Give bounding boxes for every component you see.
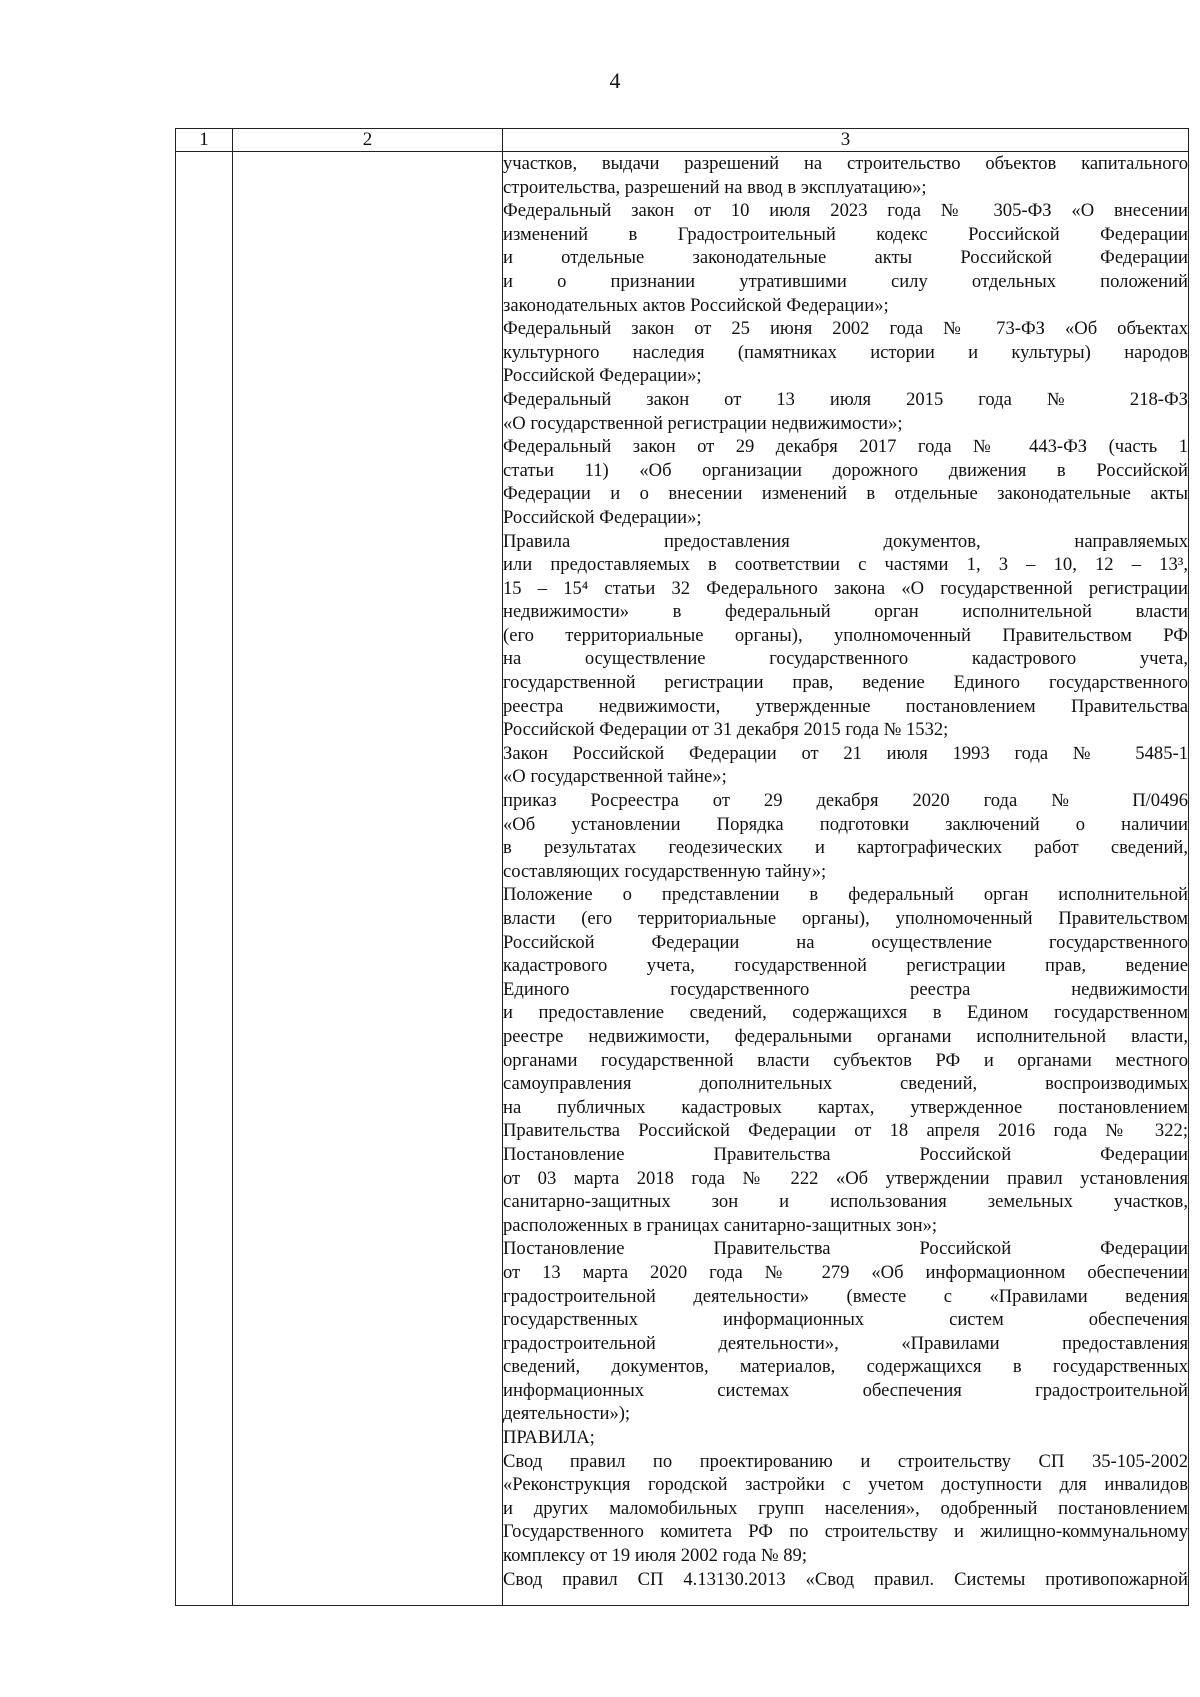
- text-line: Свод правил СП 4.13130.2013 «Свод правил. Системы противопожарной: [503, 1568, 1188, 1590]
- text-line: Правительства Российской Федерации от 18 апреля 2016 года № 322;: [503, 1120, 1188, 1142]
- column-3-cell: [503, 152, 1189, 1606]
- text-line: расположенных в границах санитарно-защитных зон»;: [503, 1214, 938, 1236]
- text-line: Российской Федерации от 31 декабря 2015 года № 1532;: [503, 719, 949, 741]
- text-line: Федерации и о внесении изменений в отдельные законодательные акты: [503, 483, 1188, 505]
- column-header-3: 3: [503, 129, 1189, 152]
- text-line: информационных системах обеспечения градостроительной: [503, 1379, 1188, 1401]
- text-line: Правила предоставления документов, направляемых: [503, 530, 1188, 552]
- page-number: 4: [609, 68, 621, 93]
- text-line: Государственного комитета РФ по строительству и жилищно-коммунальному: [503, 1521, 1188, 1543]
- text-line: от 03 марта 2018 года № 222 «Об утверждении правил установления: [503, 1167, 1188, 1189]
- text-line: на осуществление государственного кадастрового учета,: [503, 648, 1188, 670]
- column-header-1: 1: [176, 129, 233, 152]
- text-line: «Реконструкция городской застройки с учетом доступности для инвалидов: [503, 1474, 1188, 1496]
- text-line: комплексу от 19 июля 2002 года № 89;: [503, 1545, 807, 1567]
- text-line: Постановление Правительства Российской Федерации: [503, 1143, 1188, 1165]
- text-line: или предоставляемых в соответствии с частями 1, 3 – 10, 12 – 13³,: [503, 554, 1188, 576]
- text-line: градостроительной деятельности» (вместе с «Правилами ведения: [503, 1285, 1188, 1307]
- text-line: Федеральный закон от 29 декабря 2017 года № 443-ФЗ (часть 1: [503, 436, 1188, 458]
- text-line: градостроительной деятельности», «Правилами предоставления: [503, 1332, 1188, 1354]
- text-line: и отдельные законодательные акты Российской Федерации: [503, 247, 1188, 269]
- text-line: приказ Росреестра от 29 декабря 2020 года № П/0496: [503, 790, 1188, 812]
- text-line: Единого государственного реестра недвижимости: [503, 978, 1188, 1000]
- text-line: Российской Федерации на осуществление государственного: [503, 931, 1188, 953]
- text-line: государственной регистрации прав, ведение Единого государственного: [503, 672, 1188, 694]
- text-line: законодательных актов Российской Федерации»;: [503, 294, 889, 316]
- text-line: санитарно-защитных зон и использования земельных участков,: [503, 1191, 1188, 1213]
- document-table: [175, 128, 1189, 1606]
- text-line: «О государственной тайне»;: [503, 766, 727, 788]
- text-line: Федеральный закон от 10 июля 2023 года № 305-ФЗ «О внесении: [503, 200, 1188, 222]
- column-header-2: 2: [233, 129, 503, 152]
- table-header-row: [176, 129, 1189, 152]
- text-line: ПРАВИЛА;: [503, 1427, 595, 1449]
- text-line: от 13 марта 2020 года № 279 «Об информационном обеспечении: [503, 1261, 1188, 1283]
- text-line: 15 – 15⁴ статьи 32 Федерального закона «О государственной регистрации: [503, 577, 1188, 599]
- table-row: [176, 152, 1189, 1606]
- text-line: недвижимости» в федеральный орган исполнительной власти: [503, 601, 1188, 623]
- text-line: Закон Российской Федерации от 21 июля 1993 года № 5485-1: [503, 742, 1188, 764]
- text-line: строительства, разрешений на ввод в эксплуатацию»;: [503, 176, 927, 198]
- text-line: «О государственной регистрации недвижимости»;: [503, 412, 903, 434]
- text-line: Постановление Правительства Российской Федерации: [503, 1238, 1188, 1260]
- text-line: Положение о представлении в федеральный орган исполнительной: [503, 884, 1188, 906]
- text-line: и о признании утратившими силу отдельных положений: [503, 270, 1188, 292]
- text-line: Федеральный закон от 13 июля 2015 года № 218-ФЗ: [503, 388, 1188, 410]
- text-line: и других маломобильных групп населения», одобренный постановлением: [503, 1497, 1188, 1519]
- text-line: на публичных кадастровых картах, утвержденное постановлением: [503, 1096, 1188, 1118]
- text-line: власти (его территориальные органы), уполномоченный Правительством: [503, 908, 1188, 929]
- text-line: в результатах геодезических и картографических работ сведений,: [503, 837, 1188, 859]
- text-line: реестра недвижимости, утвержденные постановлением Правительства: [503, 695, 1188, 717]
- text-line: органами государственной власти субъектов РФ и органами местного: [503, 1049, 1188, 1071]
- text-line: составляющих государственную тайну»;: [503, 860, 827, 882]
- text-line: Федеральный закон от 25 июня 2002 года № 73-ФЗ «Об объектах: [503, 318, 1188, 340]
- text-line: сведений, документов, материалов, содержащихся в государственных: [503, 1356, 1188, 1378]
- text-line: деятельности»);: [503, 1403, 631, 1425]
- text-line: (его территориальные органы), уполномоченный Правительством РФ: [503, 624, 1188, 646]
- text-line: статьи 11) «Об организации дорожного движения в Российской: [503, 459, 1188, 481]
- text-line: кадастрового учета, государственной регистрации прав, ведение: [503, 955, 1188, 977]
- column-1-cell: [176, 152, 233, 1606]
- column-2-cell: [233, 152, 503, 1606]
- text-line: «Об установлении Порядка подготовки заключений о наличии: [503, 813, 1188, 835]
- text-line: Свод правил по проектированию и строительству СП 35-105-2002: [503, 1450, 1188, 1472]
- text-line: Российской Федерации»;: [503, 506, 702, 528]
- text-line: участков, выдачи разрешений на строительство объектов капитального: [503, 153, 1188, 174]
- text-line: государственных информационных систем обеспечения: [503, 1309, 1188, 1331]
- text-line: самоуправления дополнительных сведений, воспроизводимых: [503, 1073, 1188, 1095]
- text-line: изменений в Градостроительный кодекс Российской Федерации: [503, 223, 1188, 245]
- text-line: и предоставление сведений, содержащихся в Едином государственном: [503, 1002, 1188, 1024]
- text-line: культурного наследия (памятниках истории и культуры) народов: [503, 341, 1188, 363]
- text-line: реестре недвижимости, федеральными органами исполнительной власти,: [503, 1025, 1188, 1047]
- text-line: Российской Федерации»;: [503, 365, 702, 387]
